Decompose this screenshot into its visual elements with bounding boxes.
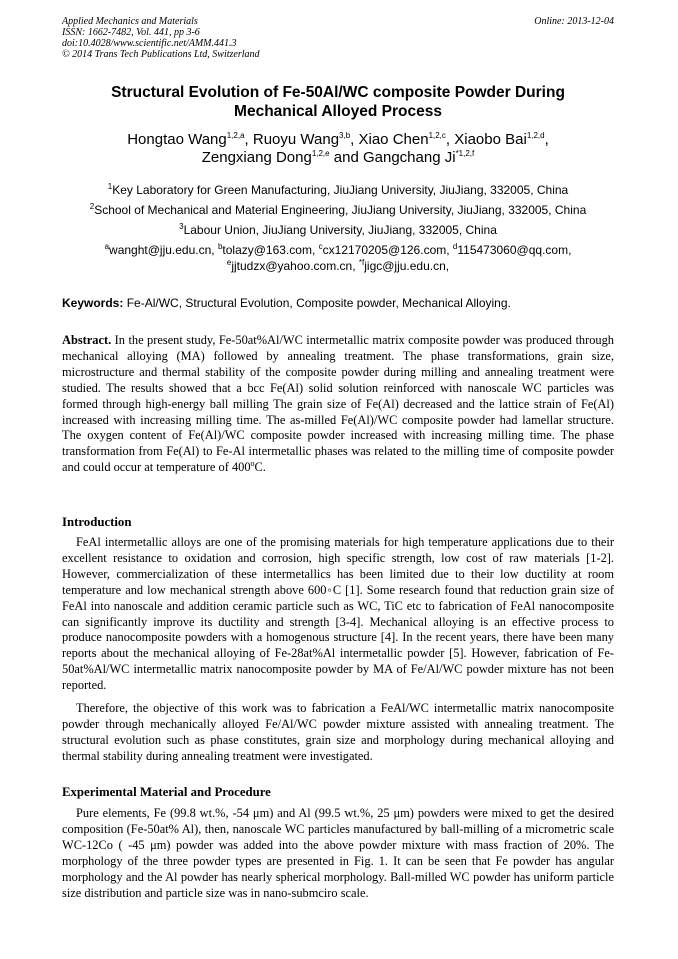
author-name: Zengxiang Dong [201, 149, 312, 166]
author-sep: and [329, 149, 363, 166]
author-line-2 [62, 149, 614, 167]
email-line-1: $^a$wanght@jju.edu.cn, $^b$tolazy@163.com, $^c$cx12170205@126.com, $^d$115473060@qq.com, [104, 242, 572, 257]
affiliation-item: $^2$School of Mechanical and Material Engineering, JiuJiang University, JiuJiang, 332005, China [89, 202, 587, 217]
keywords-text: Fe-Al/WC, Structural Evolution, Composite powder, Mechanical Alloying. [123, 296, 511, 310]
author-sep: , [544, 131, 549, 148]
email-link[interactable]: jjtudzx@yahoo.com.cn, [231, 259, 359, 273]
email-link[interactable]: cx12170205@126.com, [322, 243, 453, 257]
author-sup: 1,2,a [226, 131, 245, 140]
copyright-line: © 2014 Trans Tech Publications Ltd, Switzerland [62, 49, 260, 60]
keywords-label: Keywords: [62, 296, 124, 310]
author-sep: , [244, 131, 253, 148]
author-name: Hongtao Wang [127, 131, 227, 148]
abstract-text: In the present study, Fe-50at%Al/WC intermetallic matrix composite powder was produced through mechanical alloying (MA) followed by annealing treatment. The phase transformations, grain size, microstructure and thermal stability of the composite powder during milling and annealing treatment were studied. The results showed that a bcc Fe(Al) solid solution reinforced with nanoscale WC particles was formed through high-energy ball milling The grain size of Fe(Al) decreased and the lattice strain of Fe(Al) increased with increasing milling time. The as-milled Fe(Al)/WC composite powder had lamellar structure. The oxygen content of Fe(Al)/WC composite powder increased with increasing milling time. The phase transformation from Fe(Al) to Fe-Al intermetallic phases was related to the milling time of composite powder and could occur at temperature of 400 [62, 333, 614, 475]
doi-line: doi:10.4028/www.scientific.net/AMM.441.3 [62, 38, 237, 49]
author-sep: , [350, 131, 359, 148]
abstract-label: Abstract. [62, 333, 112, 347]
author-sup: 3,b [339, 131, 351, 140]
author-name: Gangchang Ji [362, 149, 456, 166]
email-link[interactable]: tolazy@163.com, [222, 243, 319, 257]
affiliation-item: $^1$Key Laboratory for Green Manufacturing, JiuJiang University, JiuJiang, 332005, China [107, 182, 569, 197]
email-link[interactable]: jigc@jju.edu.cn, [364, 259, 450, 273]
author-sup: 1,2,d [526, 131, 545, 140]
paper-title [62, 83, 614, 121]
online-date: Online: 2013-12-04 [534, 16, 614, 27]
email-link[interactable]: wanght@jju.edu.cn, [109, 243, 218, 257]
issn-line: ISSN: 1662-7482, Vol. 441, pp 3-6 [62, 27, 200, 38]
intro-paragraph-2: Therefore, the objective of this work was to fabrication a FeAl/WC intermetallic matrix nanocomposite powder through mechanically alloyed Fe/Al/WC powder mixture assisted with annealing treatment. The structural evolution such as phase constitutes, grain size and morphology during mechanical alloying and thermal stability during annealing treatment were investigated. [62, 701, 614, 763]
experimental-paragraph-1: Pure elements, Fe (99.8 wt.%, -54 μm) and Al (99.5 wt.%, 25 μm) powders were mixed to get the desired composition (Fe-50at% Al), then, nanoscale WC particles manufactured by ball-milling of a micrometric scale WC-12Co ( -45 μm) powder was added into the above powder mixture with mass fraction of 20%. The morphology of the three powder types are presented in Fig. 1. It can be seen that Fe powder has angular morphology and the Al powder has nearly spherical morphology. Ball-milled WC powder has uniform particle size distribution and particle size was in nano-submciro scale. [62, 806, 614, 900]
email-line-2: $^e$jjtudzx@yahoo.com.cn, $^{*f}$jigc@jju.edu.cn, [226, 258, 450, 273]
section-heading-experimental: Experimental Material and Procedure [62, 785, 271, 799]
title-line-2: Mechanical Alloyed Process [234, 103, 442, 120]
author-list [62, 131, 614, 167]
section-heading-introduction: Introduction [62, 515, 132, 529]
author-sep: , [445, 131, 455, 148]
author-sup: *1,2,f [455, 149, 475, 158]
author-name: Xiao Chen [358, 131, 429, 148]
journal-name: Applied Mechanics and Materials [62, 16, 198, 27]
affiliation-item: $^3$Labour Union, JiuJiang University, JiuJiang, 332005, China [179, 222, 497, 237]
author-name: Ruoyu Wang [252, 131, 340, 148]
email-link[interactable]: 115473060@qq.com, [457, 243, 572, 257]
author-name: Xiaobo Bai [454, 131, 527, 148]
title-line-1: Structural Evolution of Fe-50Al/WC composite Powder During [111, 84, 565, 101]
intro-paragraph-1: FeAl intermetallic alloys are one of the promising materials for high temperature applications due to their excellent resistance to oxidation and corrosion, high specific strength, low cost of raw materials [1-2]. However, commercialization of these intermetallics has been limited due to their low ductility at room temperature and low mechanical strength above 600◦C [1]. Some research found that reduction grain size of FeAl into nanoscale and addition ceramic particle such as WC, TiC etc to fabrication of FeAl nanocomposite can significantly improve its ductility and strength [3-4]. Mechanical alloying is an effective process to produce nanocomposite powders with a homogenous structure [4]. In the recent years, there have been many reports about the mechanical alloying of Fe-28at%Al intermetallic powder [5]. However, fabrication of Fe-50at%Al/WC intermetallic matrix nanocomposite powder by MA of Fe/Al/WC powder mixture has not been reported. [62, 535, 614, 693]
abstract: Abstract. In the present study, Fe-50at%Al/WC intermetallic matrix composite powder was produced through mechanical alloying (MA) followed by annealing treatment. The phase transformations, grain size, microstructure and thermal stability of the composite powder during milling and annealing treatment were studied. The results showed that a bcc Fe(Al) solid solution reinforced with nanoscale WC particles was formed through high-energy ball milling The grain size of Fe(Al) decreased and the lattice strain of Fe(Al) increased with increasing milling time. The as-milled Fe(Al)/WC composite powder had lamellar structure. The oxygen content of Fe(Al)/WC composite powder increased with increasing milling time. The phase transformation from Fe(Al) to Fe-Al intermetallic phases was related to the milling time of composite powder and could occur at temperature of 400$^o$C. [62, 333, 614, 475]
affiliations [62, 182, 614, 274]
author-line-1 [62, 131, 614, 149]
keywords [62, 296, 614, 311]
author-sup: 1,2,c [428, 131, 446, 140]
author-sup: 1,2,e [311, 149, 330, 158]
